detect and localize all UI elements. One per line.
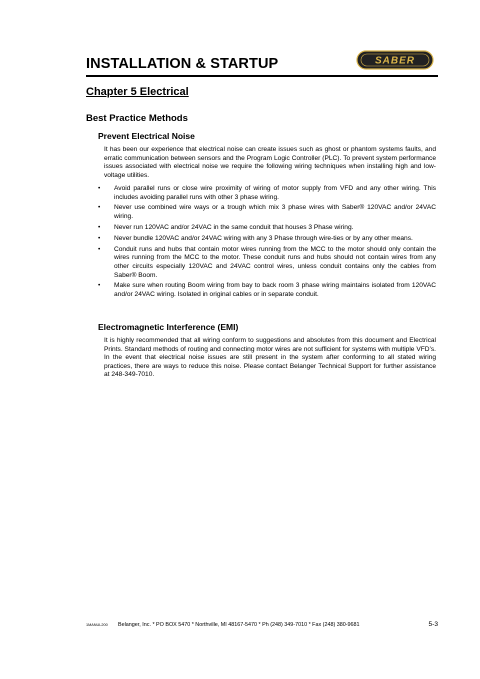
bullet-icon: • [98,185,101,192]
emi-body: It is highly recommended that all wiring conform to suggestions and absolutes from this document and Electrical Prints. Standard methods of routing and connecting motor wires are not sufficient for systems with multiple VFD’s. In the event that electrical noise issues are still present in the system after conforming to all stated wiring practices, there are ways to reduce this noise. Please contact Belanger Technical Support for further assistance at 248-349-7010. [104,337,436,379]
chapter-title: Chapter 5 Electrical [86,86,189,98]
saber-logo [356,50,434,70]
bullet-text: Never bundle 120VAC and/or 24VAC wiring with any 3 Phase through wire-ties or by any other means. [114,234,413,242]
bullet-icon: • [98,204,101,212]
bullet-text: Conduit runs and hubs that contain motor wires running from the MCC to the motor should only contain the wires running from the MCC to the motor. These conduit runs and hubs should not contain wires from any other circuits especially 120VAC and 24VAC control wires, unless conduit contains only the cables from Saber® Boom. [114,245,436,279]
bullet-text: Avoid parallel runs or close wire proximity of wiring of motor supply from VFD and any other wiring. This includes avoiding parallel runs with other 3 phase wiring. [114,185,436,201]
page-number: 5-3 [428,621,438,628]
bullet-icon: • [98,282,101,290]
header-rule [86,75,438,77]
footer-doc-code: 1MANUL200 [86,623,108,627]
bullet-text: Make sure when routing Boom wiring from bay to back room 3 phase wiring maintains isolated from 120VAC and/or 24VAC wiring. Isolated in original cables or in separate conduit. [114,282,436,299]
noise-intro: It has been our experience that electrical noise can create issues such as ghost or phantom systems faults, and erratic communication between sensors and the Program Logic Controller (PLC). To prevent system performance issues associated with electrical noise we require the following wiring techniques when installing high and low-voltage utilities. [104,146,436,179]
bullet-icon: • [98,245,101,253]
list-item [98,185,436,202]
page-header [86,50,438,76]
footer-address: Belanger, Inc. * PO BOX 5470 * Northville, MI 48167-5470 * Ph (248) 349-7010 * Fax (248) 380-9681 [118,622,360,628]
list-item [98,204,436,221]
header-title: INSTALLATION & STARTUP [86,56,279,72]
bullet-text: Never use combined wire ways or a trough which mix 3 phase wires with Saber® 120VAC and/or 24VAC wiring. [114,204,436,221]
logo-text: SABER [374,55,416,67]
bullet-icon: • [98,223,101,231]
list-item [98,224,436,233]
list-item [98,246,436,280]
section-title: Best Practice Methods [86,113,188,124]
list-item [98,282,436,299]
emi-heading: Electromagnetic Interference (EMI) [98,322,239,332]
wiring-bullet-list [98,185,436,302]
bullet-text: Never run 120VAC and/or 24VAC in the same conduit that houses 3 Phase wiring. [114,223,354,231]
noise-heading: Prevent Electrical Noise [98,131,195,141]
page-footer [86,620,438,632]
bullet-icon: • [98,234,101,242]
list-item [98,235,436,244]
